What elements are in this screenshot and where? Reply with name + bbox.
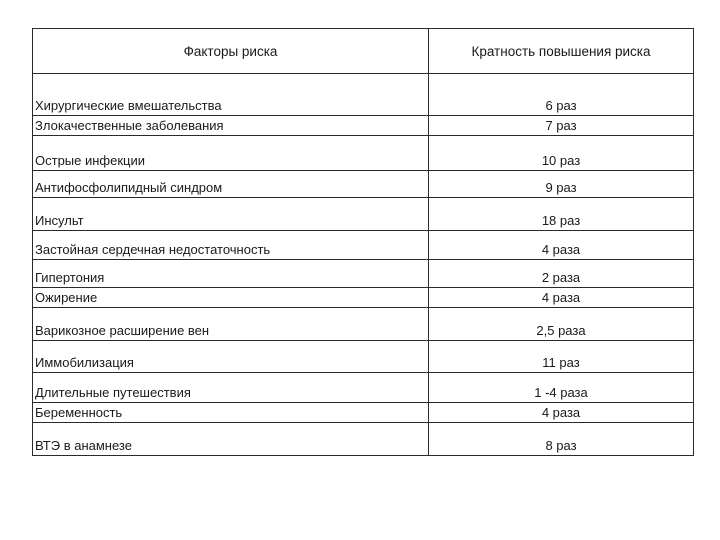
factor-cell: Хирургические вмешательства <box>33 74 429 116</box>
ratio-cell: 4 раза <box>429 231 694 260</box>
table-row <box>33 403 694 423</box>
factor-cell: Застойная сердечная недостаточность <box>33 231 429 260</box>
factor-cell: Ожирение <box>33 288 429 308</box>
table-row <box>33 423 694 456</box>
factor-cell: Беременность <box>33 403 429 423</box>
ratio-cell: 4 раза <box>429 403 694 423</box>
ratio-cell: 9 раз <box>429 171 694 198</box>
table-row <box>33 171 694 198</box>
ratio-cell: 2 раза <box>429 260 694 288</box>
ratio-cell: 8 раз <box>429 423 694 456</box>
factor-cell: Антифосфолипидный синдром <box>33 171 429 198</box>
table-row <box>33 308 694 341</box>
factor-cell: Длительные путешествия <box>33 373 429 403</box>
table-row <box>33 341 694 373</box>
ratio-cell: 2,5 раза <box>429 308 694 341</box>
table-row <box>33 288 694 308</box>
table-header-row <box>33 29 694 74</box>
table-row <box>33 74 694 116</box>
factor-cell: Гипертония <box>33 260 429 288</box>
header-risk-factors: Факторы риска <box>33 29 429 74</box>
factor-cell: Варикозное расширение вен <box>33 308 429 341</box>
table-row <box>33 198 694 231</box>
risk-factors-table <box>32 28 694 456</box>
table-row <box>33 373 694 403</box>
table-row <box>33 231 694 260</box>
factor-cell: Инсульт <box>33 198 429 231</box>
table-row <box>33 136 694 171</box>
ratio-cell: 4 раза <box>429 288 694 308</box>
factor-cell: Острые инфекции <box>33 136 429 171</box>
table-row <box>33 116 694 136</box>
header-risk-multiplier: Кратность повышения риска <box>429 29 694 74</box>
ratio-cell: 18 раз <box>429 198 694 231</box>
ratio-cell: 10 раз <box>429 136 694 171</box>
ratio-cell: 7 раз <box>429 116 694 136</box>
table-row <box>33 260 694 288</box>
factor-cell: Иммобилизация <box>33 341 429 373</box>
ratio-cell: 11 раз <box>429 341 694 373</box>
ratio-cell: 6 раз <box>429 74 694 116</box>
ratio-cell: 1 -4 раза <box>429 373 694 403</box>
factor-cell: ВТЭ в анамнезе <box>33 423 429 456</box>
factor-cell: Злокачественные заболевания <box>33 116 429 136</box>
